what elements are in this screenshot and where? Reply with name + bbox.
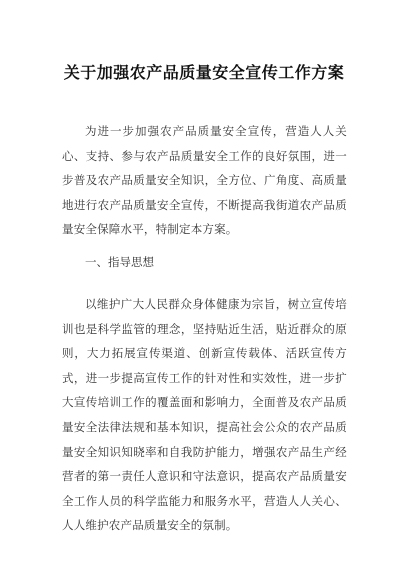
intro-paragraph: 为进一步加强农产品质量安全宣传，营造人人关心、支持、参与农产品质量安全工作的良好氛围，进一步普及农产品质量安全知识，全方位、广角度、高质量地进行农产品质量安全宣传，不断提高我街道农产品质量安全保障水平，特制定本方案。 bbox=[62, 124, 347, 237]
document-title: 关于加强农产品质量安全宣传工作方案 bbox=[63, 63, 345, 82]
section-heading-guiding-ideology: 一、指导思想 bbox=[85, 255, 154, 269]
guiding-ideology-paragraph: 以维护广大人民群众身体健康为宗旨，树立宣传培训也是科学监管的理念，坚持贴近生活，贴近群众的原则，大力拓展宣传渠道、创新宣传载体、活跃宣传方式，进一步提高宣传工作的针对性和实效性，进一步扩大宣传培训工作的覆盖面和影响力，全面普及农产品质量安全法律法规和基本知识，提高社会公众的农产品质量安全知识知晓率和自我防护能力，增强农产品生产经营者的第一责任人意识和守法意识，提高农产品质量安全工作人员的科学监能力和服务水平，营造人人关心、人人维护农产品质量安全的氛制。 bbox=[62, 297, 347, 533]
